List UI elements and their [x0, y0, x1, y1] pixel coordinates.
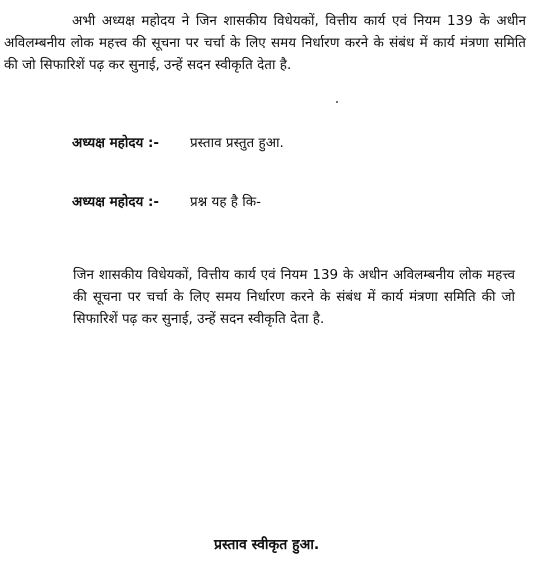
speaker-statement: प्रश्न यह है कि-	[190, 194, 262, 210]
speaker-statement: प्रस्ताव प्रस्तुत हुआ.	[190, 135, 284, 151]
speaker-exchange-2	[72, 191, 261, 213]
opening-paragraph: अभी अध्यक्ष महोदय ने जिन शासकीय विधेयकों, वित्तीय कार्य एवं नियम 139 के अधीन अविलम्बनीय लोक महत्त्व की सूचना पर चर्चा के लिए समय निर्धारण करने के संबंध में कार्य मंत्रणा समिति की जो सिफारिशें पढ़ कर सुनाई, उन्हें सदन स्वीकृति देता है.	[4, 13, 526, 73]
question-paragraph: जिन शासकीय विधेयकों, वित्तीय कार्य एवं नियम 139 के अधीन अविलम्बनीय लोक महत्त्व की सूचना पर चर्चा के लिए समय निर्धारण करने के संबंध में कार्य मंत्रणा समिति की जो सिफारिशें पढ़ कर सुनाई, उन्हें सदन स्वीकृति देता है.	[73, 267, 515, 327]
speaker-exchange-1	[72, 132, 284, 154]
speaker-label: अध्यक्ष महोदय :-	[72, 194, 160, 210]
closing-line: प्रस्ताव स्वीकृत हुआ.	[214, 537, 320, 553]
scan-speck	[336, 101, 338, 103]
speaker-label: अध्यक्ष महोदय :-	[72, 135, 160, 151]
